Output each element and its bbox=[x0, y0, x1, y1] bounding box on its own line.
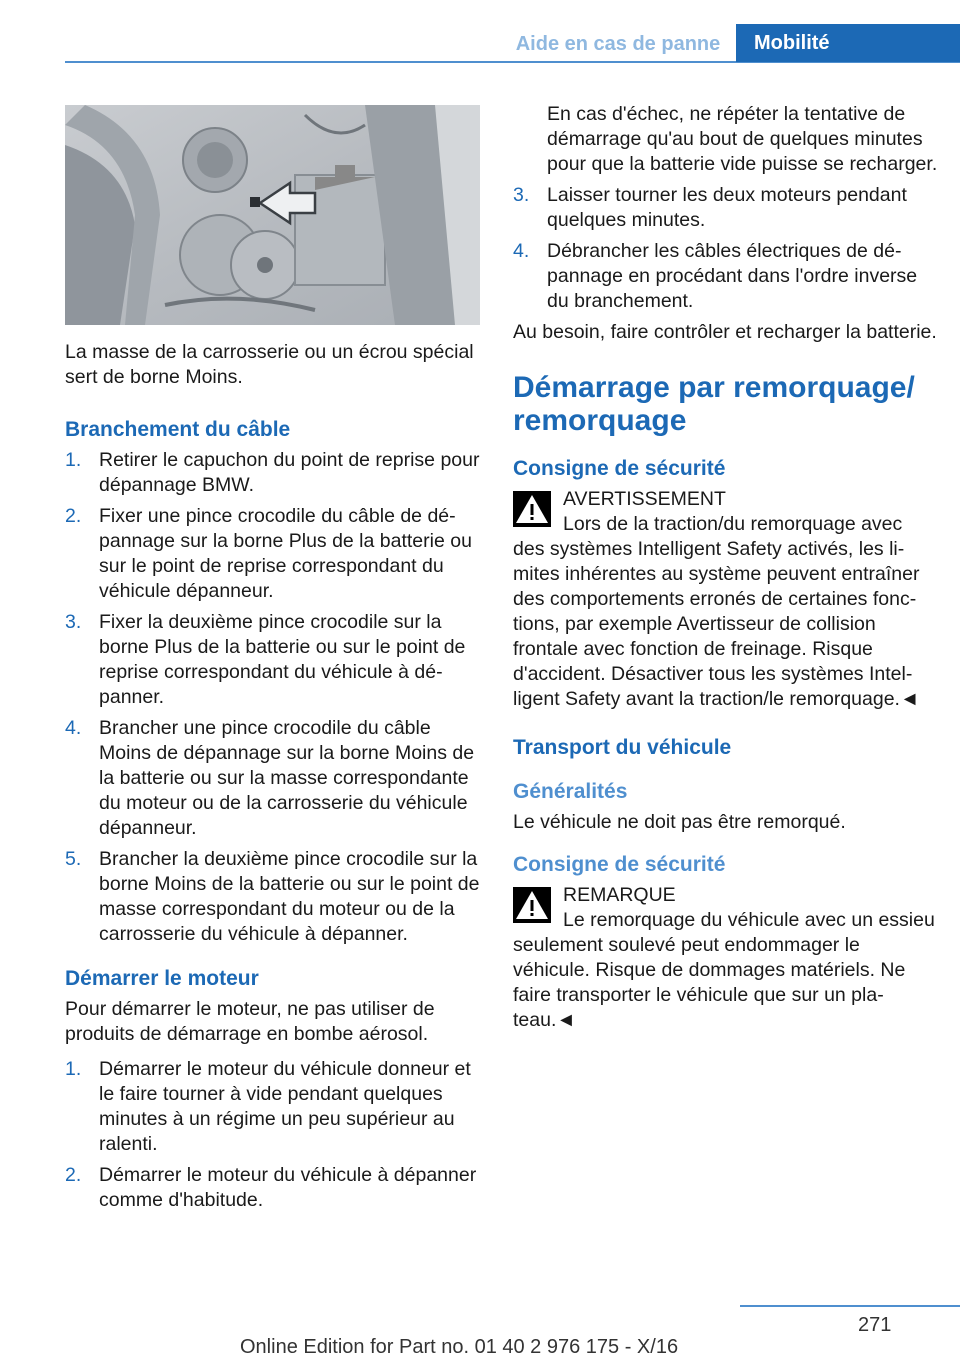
list-item bbox=[65, 716, 483, 841]
step-number: 1. bbox=[65, 449, 82, 471]
heading-start-engine: Démarrer le moteur bbox=[65, 967, 259, 990]
heading-safety-notice-2: Consigne de sécurité bbox=[513, 853, 726, 876]
step-text: Laisser tourner les deux moteurs pendant quelques minutes. bbox=[547, 184, 907, 231]
notice-label: REMARQUE bbox=[563, 884, 676, 906]
step-number: 1. bbox=[65, 1058, 82, 1080]
heading-safety-notice: Consigne de sécurité bbox=[513, 457, 726, 480]
step-number: 3. bbox=[513, 184, 530, 206]
warning-block bbox=[513, 487, 938, 712]
left-column bbox=[65, 340, 483, 1219]
section-tab-current[interactable]: Mobilité bbox=[736, 24, 960, 62]
list-item bbox=[65, 847, 483, 947]
page-number: 271 bbox=[858, 1314, 892, 1336]
list-item bbox=[65, 1163, 483, 1213]
general-text: Le véhicule ne doit pas être remorqué. bbox=[513, 811, 846, 833]
step-text: Fixer la deuxième pince crocodile sur la borne Plus de la batterie ou sur le point de reprise correspondant du véhicule à dépanner. bbox=[99, 611, 466, 708]
battery-note: Au besoin, faire contrôler et recharger la batterie. bbox=[513, 321, 937, 343]
cable-steps-list bbox=[65, 448, 483, 947]
start-intro: Pour démarrer le moteur, ne pas utiliser de produits de démarrage en bombe aérosol. bbox=[65, 998, 435, 1045]
list-item bbox=[65, 610, 483, 710]
list-item bbox=[65, 504, 483, 604]
heading-tow-start: Démarrage par remorquage/ remorquage bbox=[513, 371, 915, 437]
warning-label: AVERTISSEMENT bbox=[563, 488, 726, 510]
step2-continued: En cas d'échec, ne répéter la tentative de démarrage qu'au bout de quelques minutes pour que la batterie vide puisse se recharger. bbox=[547, 103, 938, 175]
list-item bbox=[513, 239, 938, 314]
step-text: Brancher une pince crocodile du câble Moins de dépannage sur la borne Moins de la batterie ou sur la masse correspondante du moteur ou de la carrosserie du véhicule dépanneur. bbox=[99, 717, 475, 839]
step-number: 2. bbox=[65, 505, 82, 527]
step-text: Fixer une pince crocodile du câble de dépannage sur la borne Plus de la batterie ou sur le point de reprise correspondant du véhicule dépanneur. bbox=[99, 505, 472, 602]
step-text: Retirer le capuchon du point de reprise pour dépannage BMW. bbox=[99, 449, 480, 496]
list-item bbox=[65, 448, 483, 498]
list-item bbox=[513, 183, 938, 233]
step-text: Brancher la deuxième pince crocodile sur la borne Moins de la batterie ou sur le point de masse correspondant du moteur ou de la carrosserie du véhicule à dépanner. bbox=[99, 848, 480, 945]
step-number: 3. bbox=[65, 611, 82, 633]
warning-triangle-icon bbox=[513, 491, 551, 527]
warning-text: Lors de la traction/du remorquage avec des systèmes Intelligent Safety activés, les limites inhérentes au système peuvent entraîner des comportements erronés de certaines fonctions, par exemple Avertisseur de collision frontale avec fonction de freinage. Risque d'accident. Désactiver tous les systèmes Intelligent Safety avant la traction/le remorquage.◄ bbox=[513, 513, 920, 710]
right-column bbox=[513, 102, 938, 1033]
step-number: 2. bbox=[65, 1164, 82, 1186]
notice-text: Le remorquage du véhicule avec un essieu seulement soulevé peut endommager le véhicule. Risque de dommages matériels. Ne faire transporter le véhicule que sur un plateau.◄ bbox=[513, 909, 935, 1031]
step-text: Démarrer le moteur du véhicule donneur et le faire tourner à vide pendant quelques minutes à un régime un peu supérieur au ralenti. bbox=[99, 1058, 471, 1155]
warning-triangle-icon bbox=[513, 887, 551, 923]
notice-block bbox=[513, 883, 938, 1033]
step-number: 4. bbox=[513, 240, 530, 262]
heading-general: Généralités bbox=[513, 780, 628, 803]
start-steps-list bbox=[65, 1057, 483, 1213]
step-number: 4. bbox=[65, 717, 82, 739]
list-item bbox=[65, 1057, 483, 1157]
engine-bay-figure bbox=[65, 105, 480, 325]
start-steps-list-continued bbox=[513, 183, 938, 314]
figure-caption: La masse de la carrosserie ou un écrou spécial sert de borne Moins. bbox=[65, 341, 474, 388]
step-number: 5. bbox=[65, 848, 82, 870]
step-text: Débrancher les câbles électriques de dépannage en procédant dans l'ordre inverse du branchement. bbox=[547, 240, 918, 312]
footer-rule bbox=[740, 1305, 960, 1307]
edition-footer: Online Edition for Part no. 01 40 2 976 175 - X/16 bbox=[240, 1336, 679, 1358]
heading-cable-connection: Branchement du câble bbox=[65, 418, 291, 441]
section-tab-prev[interactable]: Aide en cas de panne bbox=[515, 33, 721, 55]
heading-vehicle-transport: Transport du véhicule bbox=[513, 736, 732, 759]
step-text: Démarrer le moteur du véhicule à dépanner comme d'habitude. bbox=[99, 1164, 477, 1211]
